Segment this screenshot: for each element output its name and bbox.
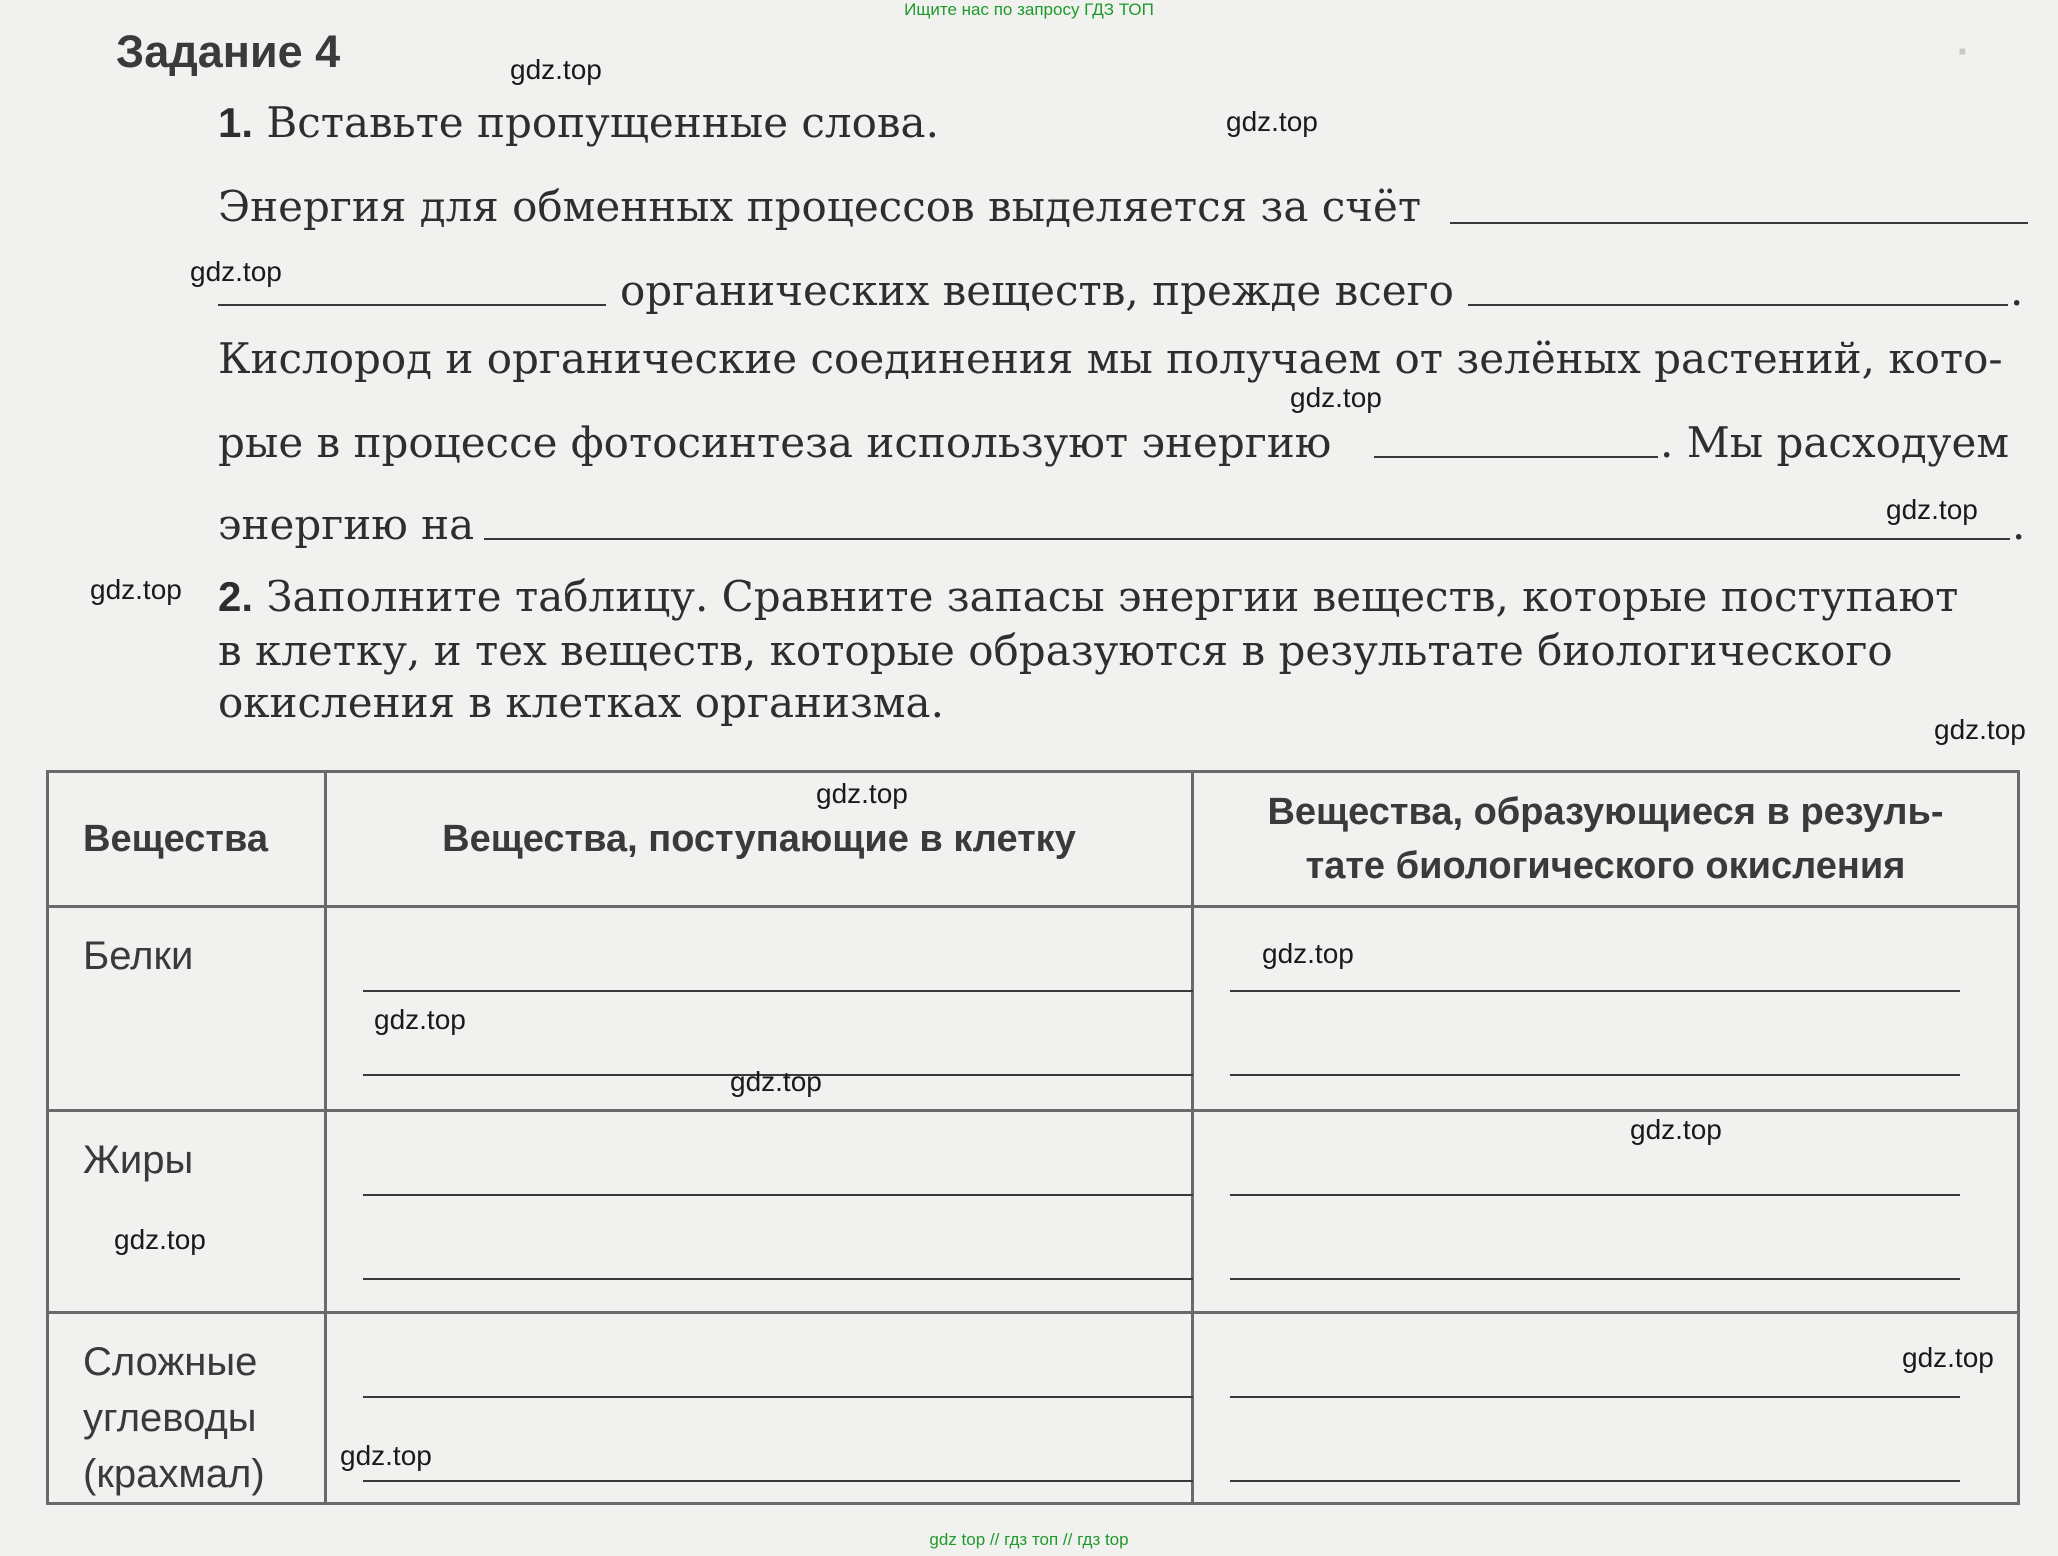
cell-fats-entering [326, 1111, 1193, 1313]
task-heading: Задание 4 [116, 26, 341, 77]
answer-blank-5[interactable] [484, 538, 2010, 540]
cell-carbs-entering [326, 1313, 1193, 1504]
top-banner[interactable]: Ищите нас по запросу ГДЗ ТОП [904, 0, 1154, 19]
table-row [48, 1313, 2019, 1504]
answer-line[interactable] [363, 1278, 1193, 1280]
task1-number: 1. [218, 99, 254, 146]
task2-line-1 [218, 572, 1958, 621]
watermark: gdz.top [1262, 938, 1354, 969]
task1-line-3-text: Кислород и органические соединения мы получаем от зелёных растений, кото- [218, 334, 2003, 383]
answer-line[interactable] [1230, 1480, 1960, 1482]
task1-line-1 [218, 182, 1421, 231]
task1-line-4b [1660, 418, 2009, 467]
task1-line-4a-text: рые в процессе фотосинтеза используют энергию [218, 418, 1332, 467]
row-label-fats: Жиры [48, 1111, 326, 1313]
watermark: gdz.top [90, 574, 182, 605]
watermark: gdz.top [1630, 1114, 1722, 1145]
task2-line-3 [218, 678, 944, 727]
watermark: gdz.top [730, 1066, 822, 1097]
task1-line-3 [218, 334, 2003, 383]
row-label-complex-carbs-line-2: углеводы [83, 1396, 257, 1440]
watermark: gdz.top [1290, 382, 1382, 413]
answer-blank-2[interactable] [218, 304, 606, 306]
task2-line-3-text: окисления в клетках организма. [218, 678, 944, 727]
watermark: gdz.top [1886, 494, 1978, 525]
task2-line-2-text: в клетку, и тех веществ, которые образуются в результате биологического [218, 626, 1893, 675]
answer-line[interactable] [1230, 1396, 1960, 1398]
task1-title-line [218, 98, 939, 147]
task1-line-2 [620, 266, 1454, 315]
watermark: gdz.top [340, 1440, 432, 1471]
answer-line[interactable] [1230, 1074, 1960, 1076]
task1-line-1-text: Энергия для обменных процессов выделяется за счёт [218, 182, 1422, 231]
row-label-complex-carbs-line-3: (крахмал) [83, 1452, 265, 1496]
task2-line-1-text: Заполните таблицу. Сравните запасы энергии веществ, которые поступают [266, 572, 1959, 621]
header-oxidation-products-line-2: тате биологического окисления [1305, 845, 1906, 887]
task2-number: 2. [218, 573, 254, 620]
watermark: gdz.top [1226, 106, 1318, 137]
task1-title: Вставьте пропущенные слова. [266, 98, 939, 147]
answer-blank-4[interactable] [1374, 456, 1658, 458]
task1-line-5 [218, 500, 474, 549]
row-label-proteins: Белки [48, 907, 326, 1111]
answer-line[interactable] [1230, 1278, 1960, 1280]
watermark: gdz.top [1934, 714, 2026, 745]
watermark: gdz.top [1902, 1342, 1994, 1373]
energy-comparison-table [46, 770, 2020, 1505]
watermark: gdz.top [114, 1224, 206, 1255]
task1-line-4a [218, 418, 1331, 467]
task1-line-5-period: . [2012, 500, 2026, 549]
reverse-page-bleed-through: · [1954, 30, 1968, 74]
answer-blank-3[interactable] [1468, 304, 2008, 306]
answer-line[interactable] [1230, 990, 1960, 992]
watermark: gdz.top [374, 1004, 466, 1035]
table-header-row [48, 772, 2019, 907]
task1-line-5-text: энергию на [218, 500, 475, 549]
header-oxidation-products [1193, 772, 2019, 907]
row-label-complex-carbs-line-1: Сложные [83, 1340, 258, 1384]
watermark: gdz.top [816, 778, 908, 809]
task2-line-2 [218, 626, 1893, 675]
row-label-complex-carbs [48, 1313, 326, 1504]
header-entering-cell: Вещества, поступающие в клетку [326, 772, 1193, 907]
cell-fats-products [1193, 1111, 2019, 1313]
answer-line[interactable] [363, 990, 1193, 992]
task1-line-2-text: органических веществ, прежде всего [620, 266, 1454, 315]
header-substances: Вещества [48, 772, 326, 907]
watermark: gdz.top [190, 256, 282, 287]
bottom-banner[interactable]: gdz top // гдз топ // гдз top [929, 1530, 1129, 1549]
table-row [48, 907, 2019, 1111]
header-oxidation-products-line-1: Вещества, образующиеся в резуль- [1267, 791, 1944, 833]
task1-line-2-period: . [2010, 266, 2024, 315]
answer-line[interactable] [363, 1194, 1193, 1196]
cell-carbs-products [1193, 1313, 2019, 1504]
task1-line-4b-text: . Мы расходуем [1660, 418, 2010, 467]
answer-line[interactable] [363, 1480, 1193, 1482]
answer-line[interactable] [363, 1396, 1193, 1398]
answer-blank-1[interactable] [1450, 222, 2028, 224]
watermark: gdz.top [510, 54, 602, 85]
table-row [48, 1111, 2019, 1313]
answer-line[interactable] [1230, 1194, 1960, 1196]
